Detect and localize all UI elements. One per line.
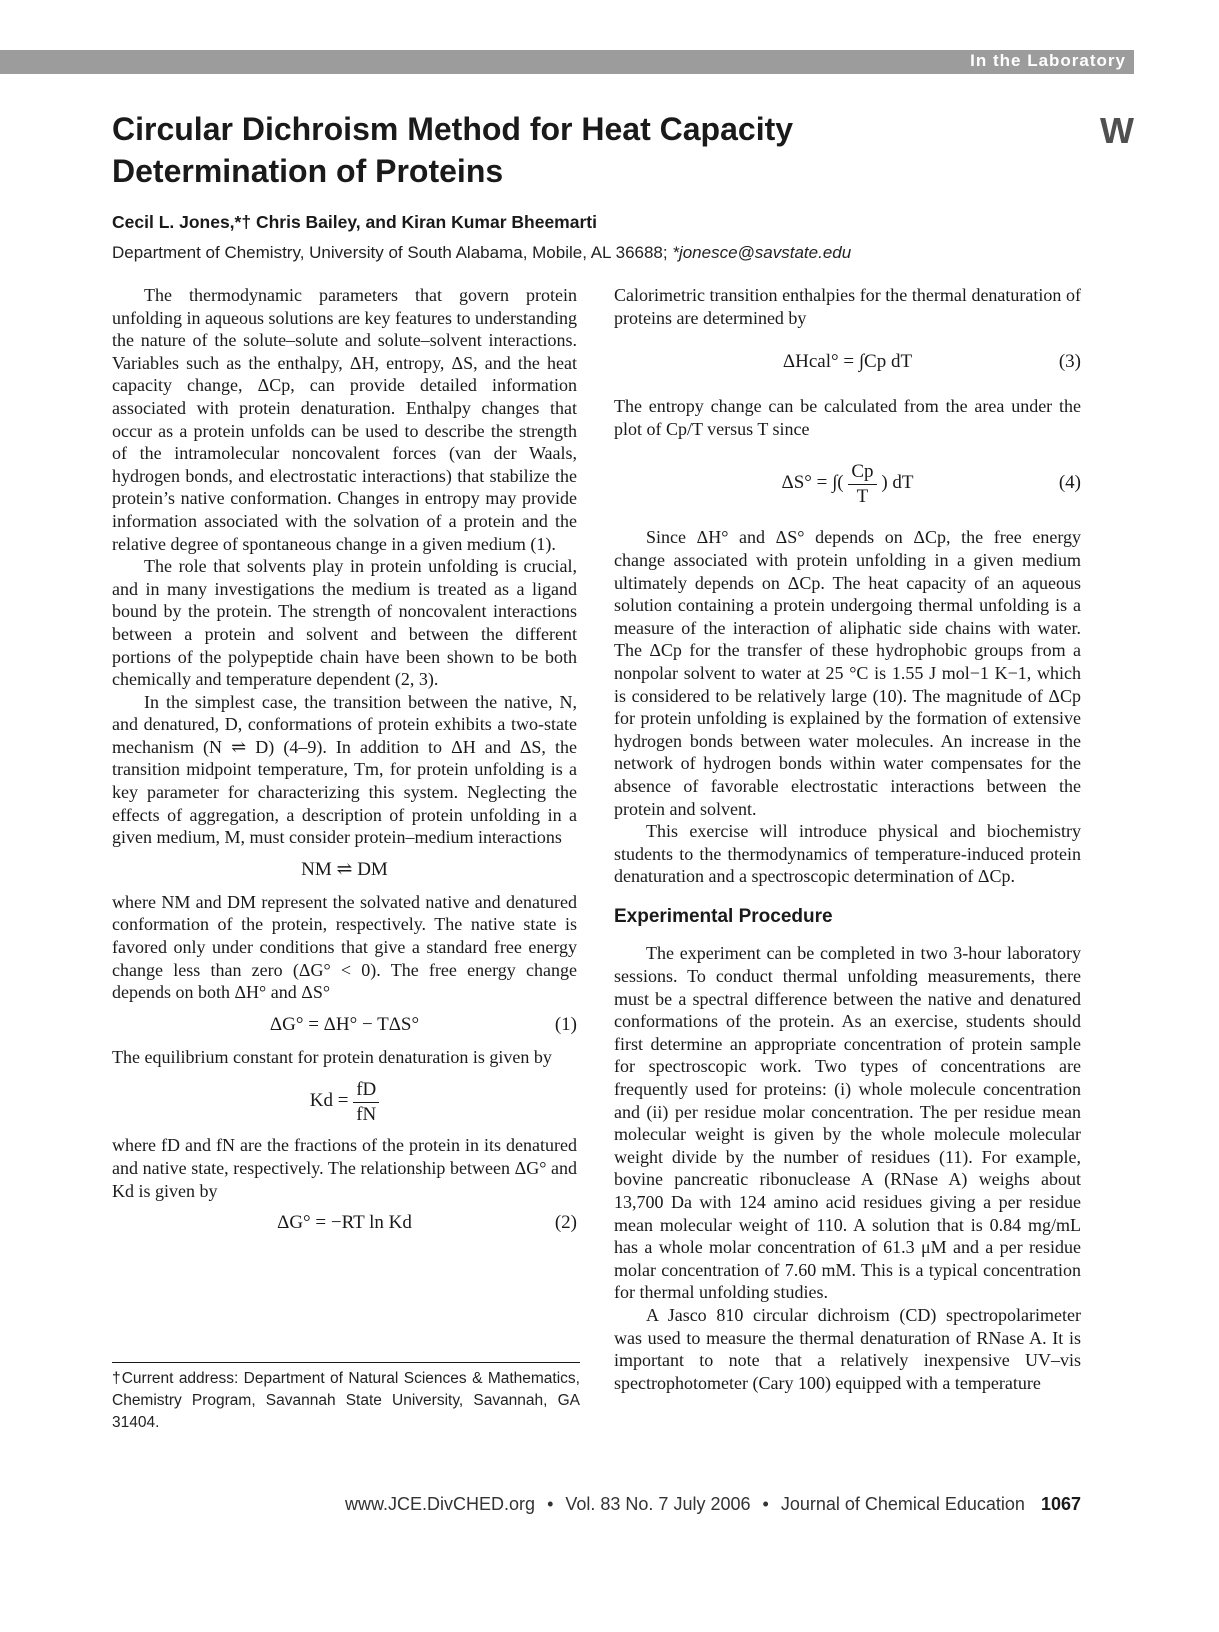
- equation-number: (2): [554, 1212, 577, 1234]
- equation-body: ΔG° = −RT ln Kd: [277, 1212, 412, 1234]
- equation-1: [112, 1004, 577, 1046]
- equation-number: (4): [1058, 472, 1081, 494]
- paragraph: where fD and fN are the fractions of the protein in its denatured and native state, respectively. The relationship between ΔG° and Kd is given by: [112, 1135, 577, 1201]
- paragraph: The entropy change can be calculated from the area under the plot of Cp/T versus T since: [614, 396, 1081, 439]
- equation-4: [614, 440, 1081, 526]
- right-column: [614, 284, 1081, 1394]
- equation-body: ΔG° = ΔH° − TΔS°: [269, 1013, 420, 1035]
- equation-body: [310, 1068, 380, 1134]
- footnote: †Current address: Department of Natural Sciences & Mathematics, Chemistry Program, Savannah State University, Savannah, GA 31404.: [112, 1370, 580, 1431]
- left-column: [112, 284, 577, 1244]
- paragraph: The equilibrium constant for protein denaturation is given by: [112, 1046, 552, 1067]
- footer-journal: Journal of Chemical Education: [780, 1494, 1025, 1514]
- page-footer: [345, 1494, 1081, 1515]
- paragraph: This exercise will introduce physical and biochemistry students to the thermodynamics of temperature-induced protein denaturation and a spectroscopic determination of ΔCp.: [614, 821, 1081, 887]
- footer-issue: Vol. 83 No. 7 July 2006: [565, 1494, 751, 1514]
- numerator: Cp: [848, 460, 876, 485]
- affiliation: [112, 243, 851, 263]
- footer-separator: •: [762, 1494, 769, 1514]
- title-line-1: Circular Dichroism Method for Heat Capacity: [112, 111, 794, 147]
- section-label: In the Laboratory: [970, 51, 1126, 70]
- equation-body: NM ⇌ DM: [301, 858, 388, 880]
- title-line-2: Determination of Proteins: [112, 153, 504, 189]
- article-title: [112, 108, 972, 192]
- page-number: 1067: [1040, 1494, 1081, 1514]
- author-email: *jonesce@savstate.edu: [672, 243, 852, 262]
- equation-3: [614, 329, 1081, 395]
- equation-number: (1): [554, 1013, 577, 1035]
- equation-lhs: ΔS° = ∫(: [781, 472, 844, 494]
- equation-2: [112, 1202, 577, 1244]
- paragraph: Calorimetric transition enthalpies for the thermal denaturation of proteins are determined by: [614, 285, 1081, 328]
- paragraph: Since ΔH° and ΔS° depends on ΔCp, the free energy change associated with protein unfolding in a given medium ultimately depends on ΔCp. The heat capacity of an aqueous solution containing a protein undergoing thermal unfolding is a measure of the interaction of aliphatic side chains with water. The ΔCp for the transfer of these hydrophobic groups from a nonpolar solvent to water at 25 °C is 1.55 J mol−1 K−1, which is considered to be relatively large (10). The magnitude of ΔCp for protein unfolding is explained by the formation of extensive hydrogen bonds between water molecules. An increase in the network of hydrogen bonds within water compensates for the absence of favorable electrostatic interactions between the protein and solvent.: [614, 527, 1081, 819]
- fraction: [353, 1078, 379, 1127]
- paragraph: The role that solvents play in protein unfolding is crucial, and in many investigations the medium is treated as a ligand bound by the protein. The strength of noncovalent interactions between a protein and solvent and between the different portions of the polypeptide chain have been shown to be both chemically and temperature dependent (2, 3).: [112, 556, 577, 690]
- author-list: Cecil L. Jones,*† Chris Bailey, and Kiran Kumar Bheemarti: [112, 212, 597, 232]
- footnote-divider: [112, 1362, 580, 1363]
- section-heading: Experimental Procedure: [614, 905, 833, 927]
- paragraph: The thermodynamic parameters that govern protein unfolding in aqueous solutions are key features to understanding the nature of the solute–solute and solute–solvent interactions. Variables such as the enthalpy, ΔH, entropy, ΔS, and the heat capacity change, ΔCp, can provide detailed information associated with protein denaturation. Enthalpy changes that occur as a protein unfolds can be used to describe the strength of the intramolecular noncovalent forces (van der Waals, hydrogen bonds, and electrostatic interactions) that stabilize the protein’s native conformation. Changes in entropy may provide information associated with the solvation of a protein and the relative degree of spontaneous change in a given medium (1).: [112, 285, 577, 554]
- equation-body: ΔHcal° = ∫Cp dT: [782, 351, 913, 373]
- paragraph: where NM and DM represent the solvated native and denatured conformation of the protein, respectively. The native state is favored only under conditions that give a standard free energy change less than zero (ΔG° < 0). The free energy change depends on both ΔH° and ΔS°: [112, 891, 577, 1003]
- equation-number: (3): [1058, 351, 1081, 373]
- numerator: fD: [353, 1078, 379, 1103]
- paragraph: In the simplest case, the transition between the native, N, and denatured, D, conformations of protein exhibits a two-state mechanism (N ⇌ D) (4–9). In addition to ΔH and ΔS, the transition midpoint temperature, Tm, for protein unfolding is a key parameter for characterizing this system. Neglecting the effects of aggregation, a description of protein unfolding in a given medium, M, must consider protein–medium interactions: [112, 691, 577, 848]
- fraction: [848, 460, 876, 509]
- equation-body: [781, 440, 913, 526]
- affiliation-text: Department of Chemistry, University of South Alabama, Mobile, AL 36688;: [112, 243, 673, 262]
- footer-site: www.JCE.DivCHED.org: [345, 1494, 536, 1514]
- denominator: fN: [356, 1103, 377, 1125]
- equation-kd: [112, 1068, 577, 1134]
- equation-nm-dm: [112, 849, 577, 891]
- denominator: T: [856, 485, 869, 507]
- equation-rhs: ) dT: [881, 472, 914, 494]
- equation-lhs: Kd =: [309, 1090, 349, 1112]
- paragraph: The experiment can be completed in two 3-hour laboratory sessions. To conduct thermal unfolding measurements, there must be a spectral difference between the native and denatured conformations of the protein. As an exercise, students should first determine an appropriate concentration of protein sample for spectroscopic work. Two types of concentrations are frequently used for proteins: (i) whole molecule concentration and (ii) per residue molar concentration. The per residue mean molecular weight is given by the whole molecule molecular weight divide by the number of residues (11). For example, bovine pancreatic ribonuclease A (RNase A) weighs about 13,700 Da with 124 amino acid residues giving a per residue mean molecular weight of 110. A solution that is 0.84 mg/mL has a whole molar concentration of 61.3 μM and a per residue molar concentration of 7.60 mM. This is a typical concentration for thermal unfolding studies.: [614, 943, 1081, 1303]
- section-bar: [0, 50, 1134, 74]
- web-material-icon: W: [1100, 110, 1134, 151]
- paragraph: A Jasco 810 circular dichroism (CD) spectropolarimeter was used to measure the thermal denaturation of RNase A. It is important to note that a relatively inexpensive UV–vis spectrophotometer (Cary 100) equipped with a temperature: [614, 1304, 1081, 1393]
- footer-separator: •: [547, 1494, 554, 1514]
